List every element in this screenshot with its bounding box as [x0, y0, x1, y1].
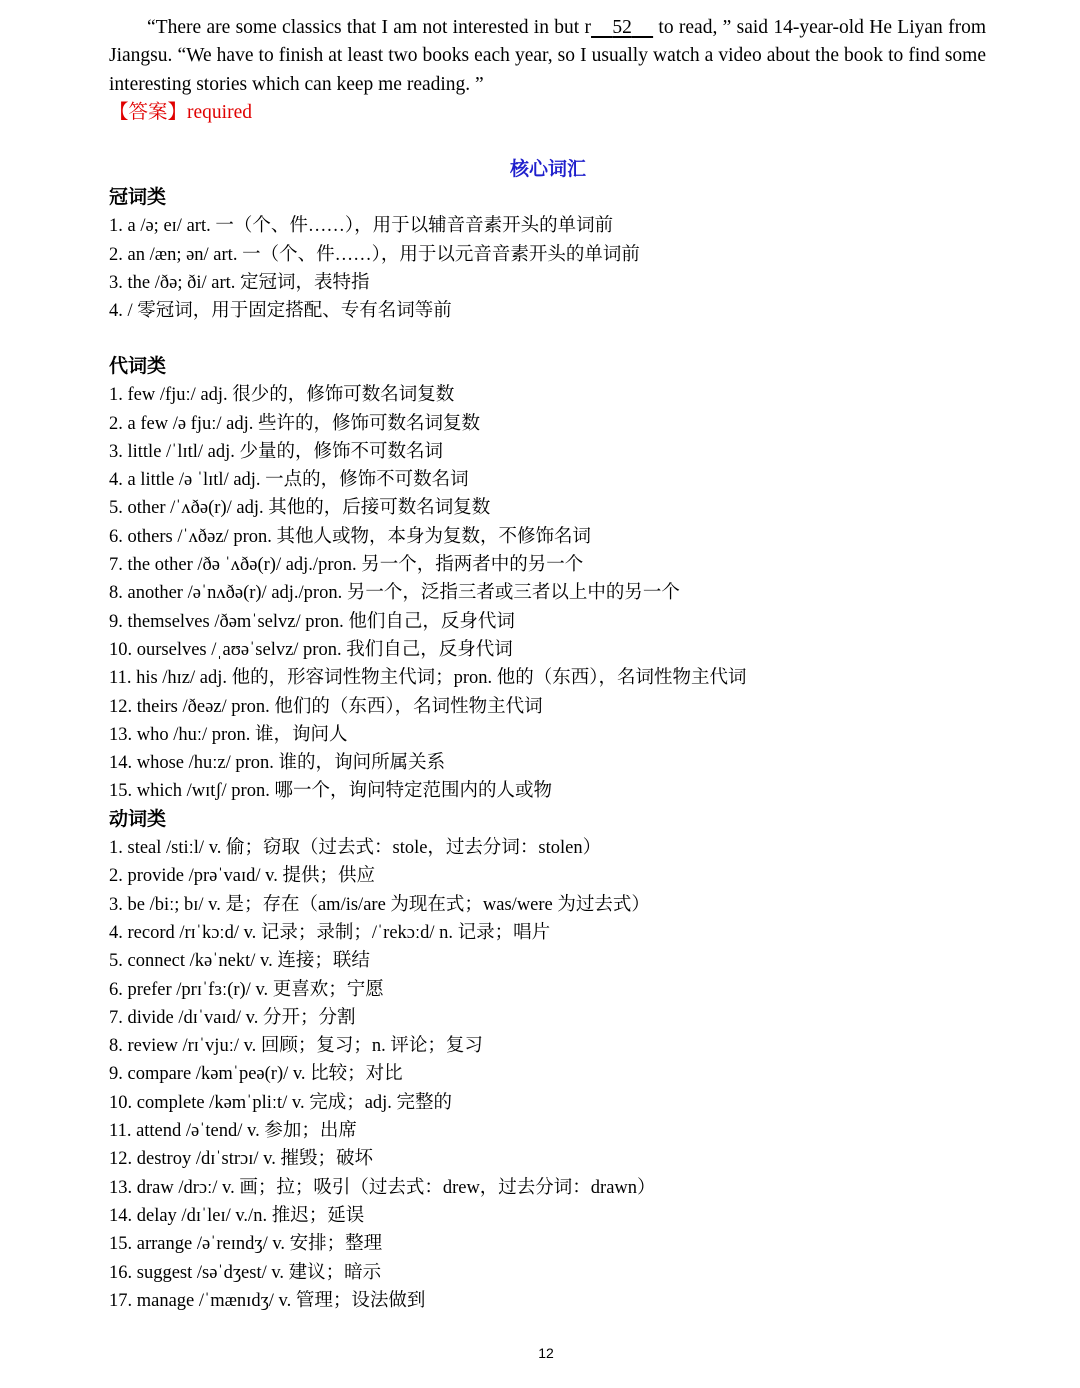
reading-passage [109, 14, 986, 99]
vocab-entry: 7. divide /dɪˈvaɪd/ v. 分开；分割 [109, 1007, 356, 1028]
vocab-entry: 12. destroy /dɪˈstrɔɪ/ v. 摧毁；破坏 [109, 1149, 373, 1170]
vocab-entry: 2. a few /ə fjuː/ adj. 些许的，修饰可数名词复数 [109, 413, 480, 434]
vocab-entry: 15. arrange /əˈreɪndʒ/ v. 安排；整理 [109, 1234, 383, 1255]
vocab-entry: 10. complete /kəmˈpliːt/ v. 完成；adj. 完整的 [109, 1092, 453, 1113]
passage-text-before-blank: “There are some classics that I am not interested in but r [147, 17, 592, 38]
vocab-entry: 11. attend /əˈtend/ v. 参加；出席 [109, 1121, 357, 1142]
vocab-entry: 16. suggest /səˈdʒest/ v. 建议；暗示 [109, 1262, 382, 1283]
vocab-entry: 4. record /rɪˈkɔːd/ v. 记录；录制；/ˈrekɔːd/ n. 记录；唱片 [109, 922, 551, 943]
vocab-entry: 9. compare /kəmˈpeə(r)/ v. 比较；对比 [109, 1064, 403, 1085]
vocab-entry: 3. be /biː; bɪ/ v. 是；存在（am/is/are 为现在式；was/were 为过去式） [109, 894, 650, 915]
vocab-entry: 17. manage /ˈmænɪdʒ/ v. 管理；设法做到 [109, 1290, 426, 1311]
blank-number: 52 [612, 17, 632, 38]
vocab-entry: 1. steal /stiːl/ v. 偷；窃取（过去式：stole，过去分词：stolen） [109, 838, 602, 859]
blank-52: ​ 52 [591, 17, 632, 38]
vocab-entry: 2. provide /prəˈvaɪd/ v. 提供；供应 [109, 866, 375, 887]
passage-text-after-blank: to read, ” said 14-year-old He Liyan from Jiangsu. “We have to finish at least two books each year, so I usually watch a video about the book to find some interesting stories which can keep me reading. ” [109, 17, 987, 95]
vocab-entry: 6. others /ˈʌðəz/ pron. 其他人或物，本身为复数，不修饰名词 [109, 526, 591, 547]
vocab-entry: 2. an /æn; ən/ art. 一（个、件……），用于以元音音素开头的单词前 [109, 244, 640, 265]
page-number: 12 [538, 1345, 554, 1361]
answer-text: required [187, 102, 252, 123]
vocab-entry: 14. whose /huːz/ pron. 谁的，询问所属关系 [109, 753, 446, 774]
section-heading-articles: 冠词类 [109, 187, 167, 208]
vocab-entry: 5. other /ˈʌðə(r)/ adj. 其他的，后接可数名词复数 [109, 498, 491, 519]
vocab-entry: 13. draw /drɔː/ v. 画；拉；吸引（过去式：drew，过去分词：drawn） [109, 1177, 656, 1198]
vocabulary-title: 核心词汇 [509, 159, 586, 180]
section-heading-verbs: 动词类 [109, 808, 167, 830]
answer-label: 【答案】 [109, 102, 188, 123]
vocab-entry: 3. the /ðə; ði/ art. 定冠词，表特指 [109, 272, 370, 293]
vocab-entry: 1. few /fjuː/ adj. 很少的，修饰可数名词复数 [109, 385, 455, 406]
section-articles [109, 184, 1009, 325]
vocab-entry: 8. review /rɪˈvjuː/ v. 回顾；复习；n. 评论；复习 [109, 1036, 483, 1057]
answer-line [109, 99, 252, 127]
passage-paragraph [109, 14, 986, 99]
vocab-entry: 12. theirs /ðeəz/ pron. 他们的（东西），名词性物主代词 [109, 696, 543, 717]
section-heading-pronouns: 代词类 [109, 356, 167, 377]
vocab-entry: 14. delay /dɪˈleɪ/ v./n. 推迟；延误 [109, 1205, 365, 1226]
vocab-entry: 10. ourselves /ˌaʊəˈselvz/ pron. 我们自己，反身代词 [109, 639, 513, 660]
vocab-entry: 1. a /ə; eɪ/ art. 一（个、件……），用于以辅音音素开头的单词前 [109, 216, 614, 237]
vocab-entry: 8. another /əˈnʌðə(r)/ adj./pron. 另一个，泛指三者或三者以上中的另一个 [109, 583, 680, 604]
vocab-entry: 7. the other /ðə ˈʌðə(r)/ adj./pron. 另一个，指两者中的另一个 [109, 555, 584, 576]
vocab-entry: 13. who /huː/ pron. 谁，询问人 [109, 724, 348, 745]
vocab-entry: 9. themselves /ðəmˈselvz/ pron. 他们自己，反身代词 [109, 611, 515, 632]
vocab-entry: 15. which /wɪtʃ/ pron. 哪一个，询问特定范围内的人或物 [109, 781, 552, 802]
vocab-entry: 11. his /hɪz/ adj. 他的，形容词性物主代词；pron. 他的（东西），名词性物主代词 [109, 668, 747, 689]
vocab-entry: 4. a little /ə ˈlɪtl/ adj. 一点的，修饰不可数名词 [109, 470, 469, 491]
section-pronouns [109, 353, 1009, 1315]
vocab-entry: 6. prefer /prɪˈfɜː(r)/ v. 更喜欢；宁愿 [109, 979, 384, 1000]
vocab-entry: 3. little /ˈlɪtl/ adj. 少量的，修饰不可数名词 [109, 441, 444, 462]
vocab-entry: 5. connect /kəˈnekt/ v. 连接；联结 [109, 951, 370, 972]
vocab-entry: 4. / 零冠词，用于固定搭配、专有名词等前 [109, 301, 452, 322]
